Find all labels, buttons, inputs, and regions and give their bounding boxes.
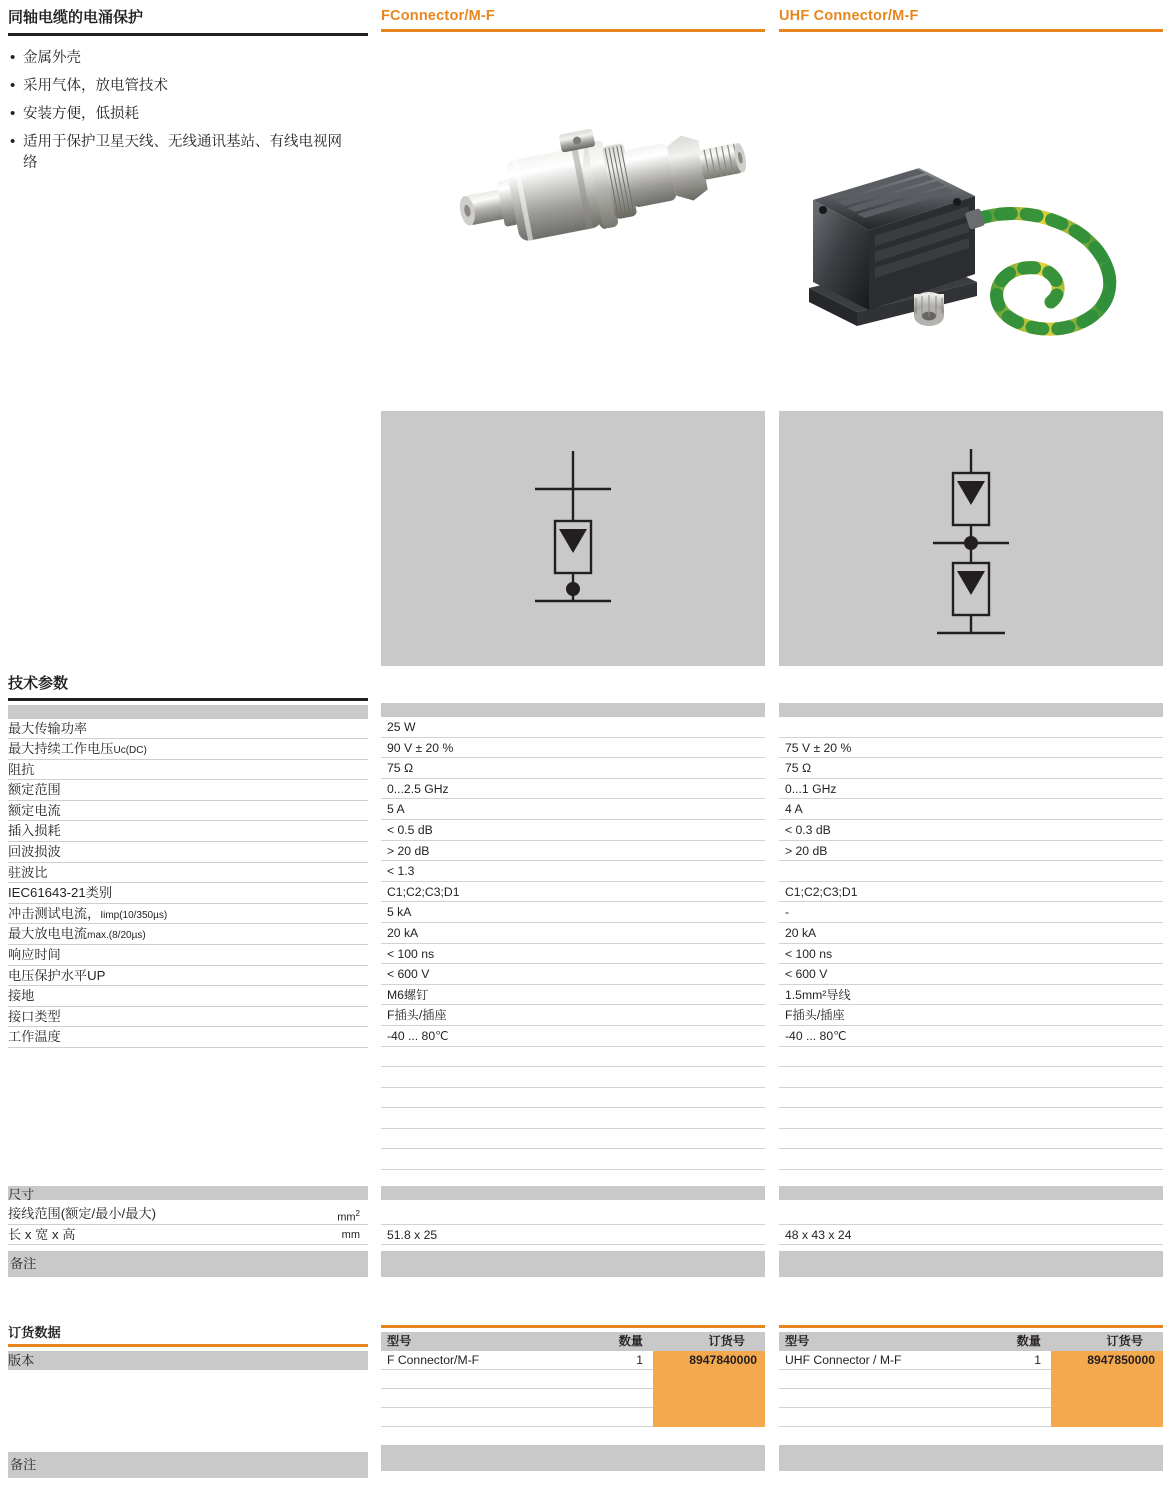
- tech-band-uhf: [779, 703, 1163, 717]
- dimensions-uhf: [779, 1186, 1163, 1277]
- order-rule-uhf: [779, 1325, 1163, 1328]
- param-sub: 类别: [85, 885, 113, 901]
- param-label-text: 接地: [8, 988, 35, 1004]
- param-label-text: 回波损波: [8, 844, 61, 860]
- param-value-empty: [381, 1047, 765, 1068]
- list-item: • 金属外壳: [8, 48, 368, 69]
- product-photo-f: [381, 50, 765, 405]
- param-value-empty: [779, 1088, 1163, 1109]
- order-col-code: 订货号: [1106, 1334, 1143, 1348]
- product-title-uhf: UHF Connector/M-F: [779, 8, 919, 24]
- param-value-empty: [779, 1129, 1163, 1150]
- f-connector-photo-svg: [381, 50, 765, 405]
- dim-label-text: 接线范围(额定/最小/最大): [8, 1206, 156, 1221]
- param-label: [8, 842, 368, 863]
- dimensions-f: [381, 1186, 765, 1277]
- schematic-uhf: [779, 411, 1163, 666]
- param-value: 20 kA: [381, 923, 765, 944]
- dim-value: [381, 1204, 765, 1225]
- dim-label: [8, 1204, 368, 1225]
- param-label-text: 工作温度: [8, 1029, 61, 1045]
- param-label-text: IEC61643-21: [8, 885, 86, 901]
- table-row-empty: [779, 1370, 1163, 1389]
- dim-value: [779, 1204, 1163, 1225]
- param-value: F插头/插座: [779, 1005, 1163, 1026]
- header-rule: [381, 29, 765, 32]
- order-col-model: 型号: [387, 1334, 412, 1348]
- order-title: 订货数据: [8, 1325, 61, 1340]
- param-value: < 100 ns: [381, 944, 765, 965]
- table-row-empty: [381, 1408, 765, 1427]
- remark-band-uhf: [779, 1251, 1163, 1277]
- param-value: 5 kA: [381, 902, 765, 923]
- remark-band: [8, 1251, 368, 1277]
- dim-band-f: [381, 1186, 765, 1200]
- param-value: 1.5mm²导线: [779, 985, 1163, 1006]
- order-table-uhf: [779, 1325, 1163, 1471]
- param-value-empty: [381, 1108, 765, 1129]
- order-code-cell: [1051, 1408, 1163, 1427]
- order-header-row-f: [381, 1332, 765, 1351]
- remark-band-2: [8, 1452, 368, 1478]
- dim-value-rows-f: [381, 1204, 765, 1245]
- param-value: > 20 dB: [779, 841, 1163, 862]
- header-rule: [779, 29, 1163, 32]
- param-sub: UP: [87, 967, 106, 983]
- order-col-qty: 数量: [618, 1334, 643, 1348]
- param-value: < 100 ns: [779, 944, 1163, 965]
- order-qty: 1: [636, 1353, 643, 1367]
- order-table-f: [381, 1325, 765, 1471]
- list-item: • 采用气体，放电管技术: [8, 76, 368, 97]
- param-label: [8, 966, 368, 987]
- param-value: 0...1 GHz: [779, 779, 1163, 800]
- param-label-text: 最大放电电流: [8, 926, 88, 942]
- param-value: C1;C2;C3;D1: [381, 882, 765, 903]
- order-rule-f: [381, 1325, 765, 1328]
- table-row-empty: [381, 1389, 765, 1408]
- param-label: [8, 986, 368, 1007]
- tech-title-rule: [8, 698, 368, 701]
- param-value: F插头/插座: [381, 1005, 765, 1026]
- param-value-empty: [381, 1129, 765, 1150]
- param-label-text: 接口类型: [8, 1008, 61, 1024]
- param-value: C1;C2;C3;D1: [779, 882, 1163, 903]
- dim-title: 尺寸: [8, 1187, 35, 1202]
- param-label-text: 冲击测试电流，: [8, 905, 101, 921]
- param-value: [779, 861, 1163, 882]
- schematic-f-svg: [473, 411, 673, 666]
- order-rule: [8, 1344, 368, 1347]
- table-row[interactable]: [381, 1351, 765, 1370]
- dim-unit: $mm^2$: [337, 1209, 360, 1224]
- dim-band: [8, 1186, 368, 1200]
- table-row-empty: [779, 1408, 1163, 1427]
- order-model: UHF Connector / M-F: [785, 1353, 902, 1367]
- param-label: [8, 1007, 368, 1028]
- version-label: 版本: [8, 1353, 35, 1368]
- param-label: [8, 739, 368, 760]
- param-value: 0...2.5 GHz: [381, 779, 765, 800]
- param-label: [8, 863, 368, 884]
- param-value: 75 Ω: [381, 758, 765, 779]
- order-section-left: [8, 1322, 368, 1370]
- order-code-cell: [653, 1389, 765, 1408]
- left-header: [8, 6, 368, 181]
- param-label: [8, 801, 368, 822]
- dim-label-rows: [8, 1204, 368, 1245]
- param-value: 4 A: [779, 799, 1163, 820]
- param-label-text: 插入损耗: [8, 823, 61, 839]
- table-row-empty: [381, 1370, 765, 1389]
- schematic-f: [381, 411, 765, 666]
- tech-values-f: [381, 703, 765, 1191]
- tech-label-rows: [8, 719, 368, 1049]
- param-value: -: [779, 902, 1163, 923]
- dim-unit: mm: [341, 1228, 360, 1241]
- order-model: F Connector/M-F: [387, 1353, 480, 1367]
- dim-value: 48 x 43 x 24: [779, 1225, 1163, 1246]
- remark-band-order-uhf: [779, 1445, 1163, 1471]
- param-label: [8, 1027, 368, 1048]
- tech-values-uhf: [779, 703, 1163, 1191]
- param-value-empty: [779, 1047, 1163, 1068]
- title-rule: [8, 33, 368, 36]
- param-value: M6螺钉: [381, 985, 765, 1006]
- order-header-row-uhf: [779, 1332, 1163, 1351]
- param-label-text: 最大持续工作电压: [8, 741, 114, 757]
- tech-band: [8, 705, 368, 719]
- order-code-cell: [653, 1408, 765, 1427]
- param-label: [8, 945, 368, 966]
- param-value-empty: [381, 1088, 765, 1109]
- param-label: [8, 883, 368, 904]
- order-qty: 1: [1034, 1353, 1041, 1367]
- param-value-empty: [381, 1149, 765, 1170]
- param-label-text: 额定电流: [8, 802, 61, 818]
- param-value-empty: [779, 1067, 1163, 1088]
- param-value: -40 ... 80℃: [779, 1026, 1163, 1047]
- param-value: < 1.3: [381, 861, 765, 882]
- param-label-text: 电压保护水平: [8, 967, 88, 983]
- dimensions-left: [8, 1186, 368, 1277]
- param-value-empty: [779, 1108, 1163, 1129]
- uhf-connector-photo-svg: [779, 50, 1163, 405]
- param-value: 90 V ± 20 %: [381, 738, 765, 759]
- order-code: 8947840000: [653, 1351, 765, 1370]
- tech-value-rows-f: [381, 717, 765, 1191]
- order-code-cell: [1051, 1370, 1163, 1389]
- column-header-f: [381, 8, 765, 32]
- tech-value-rows-uhf: [779, 717, 1163, 1191]
- param-label-text: 最大传输功率: [8, 720, 88, 736]
- tech-params-title: 技术参数: [8, 675, 69, 692]
- param-sub: Uc(DC): [113, 745, 147, 757]
- product-photo-uhf: [779, 50, 1163, 405]
- param-value-empty: [381, 1067, 765, 1088]
- remark-label: 备注: [10, 1256, 37, 1272]
- param-label-text: 响应时间: [8, 947, 61, 963]
- order-code-cell: [653, 1370, 765, 1389]
- order-col-code: 订货号: [708, 1334, 745, 1348]
- list-item: • 安装方便，低损耗: [8, 104, 368, 125]
- dim-band-uhf: [779, 1186, 1163, 1200]
- param-label: [8, 821, 368, 842]
- param-label: [8, 780, 368, 801]
- dim-label-text: 长 x 宽 x 高: [8, 1226, 76, 1242]
- product-title-f: FConnector/M-F: [381, 8, 495, 24]
- param-value: > 20 dB: [381, 841, 765, 862]
- dim-value-rows-uhf: [779, 1204, 1163, 1245]
- param-value: < 0.5 dB: [381, 820, 765, 841]
- table-row[interactable]: [779, 1351, 1163, 1370]
- schematic-uhf-svg: [871, 411, 1071, 666]
- order-code: 8947850000: [1051, 1351, 1163, 1370]
- param-label-text: 阻抗: [8, 761, 35, 777]
- param-label: [8, 904, 368, 925]
- param-label: [8, 760, 368, 781]
- param-value-empty: [779, 1149, 1163, 1170]
- tech-section-left: [8, 672, 368, 1048]
- order-code-cell: [1051, 1389, 1163, 1408]
- table-row-empty: [779, 1389, 1163, 1408]
- param-sub: Iimp(10/350µs): [100, 909, 168, 921]
- order-col-model: 型号: [785, 1334, 810, 1348]
- param-value: 75 Ω: [779, 758, 1163, 779]
- feature-list: [8, 48, 368, 174]
- remark-band-order-f: [381, 1445, 765, 1471]
- page-title: 同轴电缆的电涌保护: [8, 9, 144, 26]
- param-value: [779, 717, 1163, 738]
- list-item: • 适用于保护卫星天线、无线通讯基站、有线电视网络: [8, 132, 353, 174]
- param-label: [8, 719, 368, 740]
- param-value: < 600 V: [779, 964, 1163, 985]
- order-col-qty: 数量: [1016, 1334, 1041, 1348]
- column-header-uhf: [779, 8, 1163, 32]
- param-value: < 0.3 dB: [779, 820, 1163, 841]
- tech-band-f: [381, 703, 765, 717]
- version-band: [8, 1351, 368, 1370]
- param-value: 75 V ± 20 %: [779, 738, 1163, 759]
- param-value: -40 ... 80℃: [381, 1026, 765, 1047]
- remark-label-2: 备注: [10, 1457, 37, 1472]
- remark-band-f: [381, 1251, 765, 1277]
- dim-label: [8, 1225, 368, 1246]
- dim-value: 51.8 x 25: [381, 1225, 765, 1246]
- footer-remark-left: [8, 1452, 368, 1478]
- param-value: < 600 V: [381, 964, 765, 985]
- param-label-text: 驻波比: [8, 864, 48, 880]
- param-value: 25 W: [381, 717, 765, 738]
- param-label: [8, 924, 368, 945]
- param-value: 5 A: [381, 799, 765, 820]
- param-sub: max.(8/20µs): [87, 930, 146, 942]
- param-label-text: 额定范围: [8, 782, 61, 798]
- param-value: 20 kA: [779, 923, 1163, 944]
